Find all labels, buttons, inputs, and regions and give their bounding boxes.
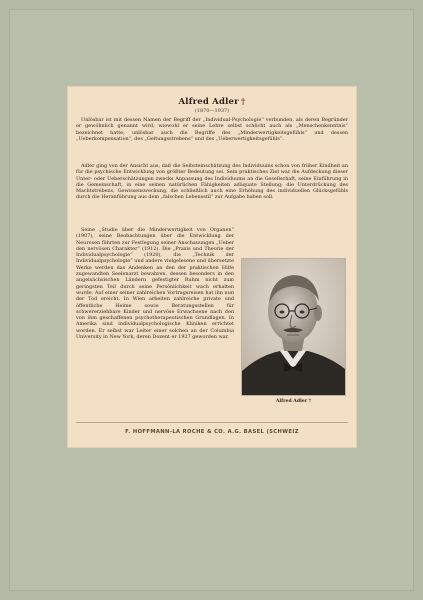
- portrait-image: [242, 259, 345, 395]
- footer-divider: [76, 422, 348, 423]
- title-name: Alfred Adler: [178, 97, 239, 107]
- document-sheet: [68, 87, 356, 447]
- publisher-footer: F. HOFFMANN-LA ROCHE & CO. A.G. BASEL (SCHWEIZ: [125, 429, 299, 435]
- paragraph-2: Adler ging von der Ansicht aus, daß die Selbsteinschätzung des Individuums schon von früher Kindheit an für die psychische Entwicklung von größter Bedeutung sei. Sein praktisches Ziel war die Aufdeckung dieser Unter- oder Ueberschätzungen zwecks Anpassung des Individuums an die Gesellschaft, seine Einführung in die Gemeinschaft, in eine seinen natürlichen Fähigkeiten adäquate Stellung; die Unterdrückung des Machtstrebens, Gewissensweckung, die schließlich auch eine Erhöhung des individuellen Glücksgefühls durch die Heranführung aus dem „falschen Lebensstil“ zur Aufgabe haben soll.: [76, 163, 348, 201]
- life-years: (1870—1937): [194, 108, 230, 114]
- page-title: [68, 97, 356, 107]
- paragraph-3: Seine „Studie über die Minderwertigkeit von Organen“ (1907), seine Beobachtungen über die Entwicklung der Neurosen führten zur Festlegung seiner Anschauungen „Ueber den nervösen Charakter“ (1912). Die „Praxis und Theorie der Individualpsychologie“ (1920), die „Technik der Individualpsychologie“ und andere vielgelesene und übersetzte Werke werden das Andenken an den der praktischen Hilfe zugewandten Seelenarzt bewahren, dessen besonders in den angelsächsischen Ländern gefestigter Ruhm nicht zum geringsten Teil durch seine Persönlichkeit wach erhalten wurde. Auf einer seiner zahlreichen Vortragsreisen hat ihn nun der Tod ereicht. In Wien arbeiten zahlreiche private und öffentliche Heime sowie Beratungsstellen für schwererziehbare Kinder und nervöse Erwachsene nach den von ihm geschaffenen psychotherapeutischen Grundlagen. In Amerika sind individualpsychologische Kliniken errichtet worden. Er selbst war Leiter einer solchen an der Columbia University in New York, deren Dozent er 1927 geworden war.: [76, 227, 234, 341]
- paragraph-1: Unlösbar ist mit dessen Namen der Begriff der „Individual-Psychologie“ verbunden, als deren Begründer er gewöhnlich genannt wird, wiewohl er seine Lehre selbst schlicht auch als „Menschenkenntnis“ bezeichnet hatte; unlösbar auch die Begriffe des „Minderwertigkeitsgefühls“ und dessen „Ueberkompensation“, des „Geltungsstrebens“ und des „Ueberwertigkeitsgefühls“.: [76, 117, 348, 142]
- photo-caption: Alfred Adler †: [275, 399, 312, 404]
- portrait-photo: [242, 259, 345, 395]
- cross-symbol: †: [240, 97, 246, 107]
